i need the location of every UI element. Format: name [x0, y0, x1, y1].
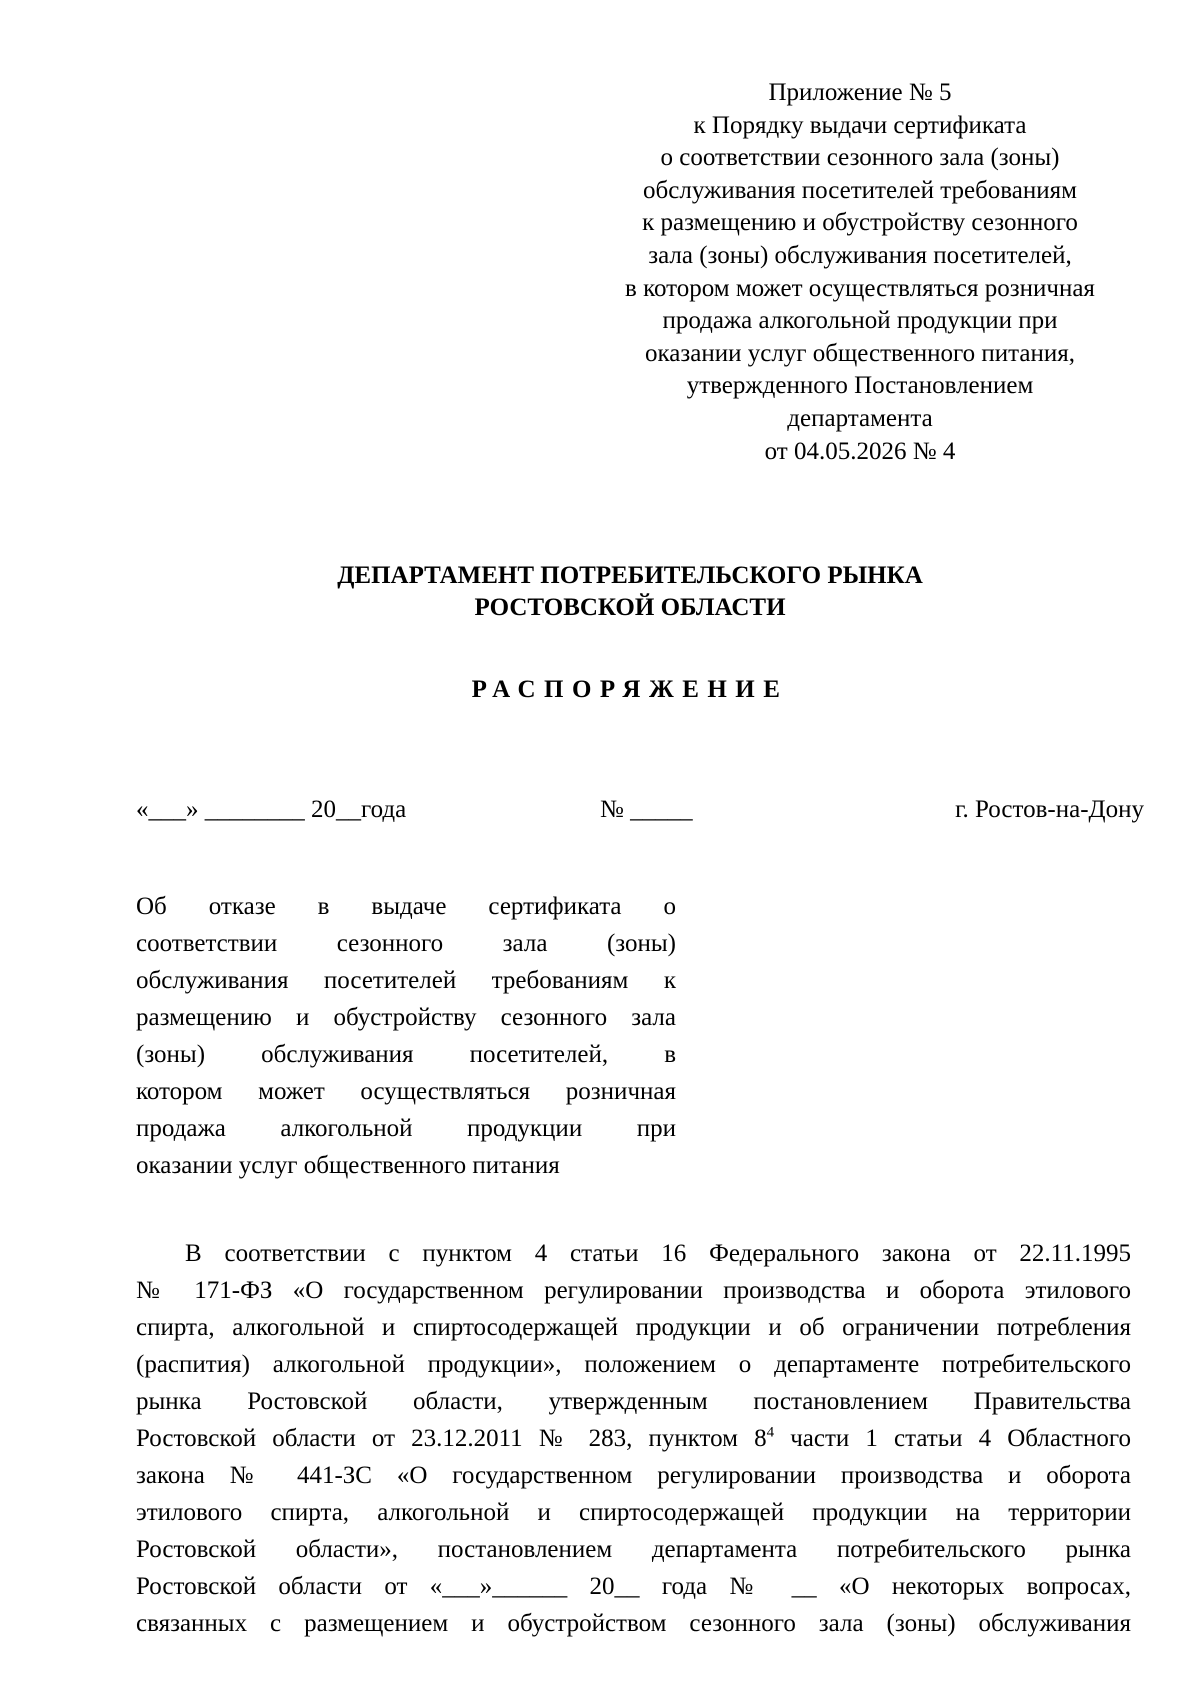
- body-line-part: части 1 статьи 4 Областного: [774, 1425, 1131, 1452]
- body-line: рынка Ростовской области, утвержденным постановлением Правительства: [136, 1388, 1131, 1415]
- appendix-line: к Порядку выдачи сертификата: [693, 111, 1027, 139]
- department-heading: [0, 560, 1200, 624]
- body-line: В соответствии с пунктом 4 статьи 16 Федерального закона от 22.11.1995: [185, 1240, 1131, 1267]
- appendix-line: в котором может осуществляться розничная: [625, 274, 1095, 302]
- date-field: «___» ________ 20__года: [136, 796, 407, 823]
- number-field: № _____: [600, 796, 693, 823]
- subject-line: размещению и обустройству сезонного зала: [136, 1004, 676, 1031]
- appendix-line: зала (зоны) обслуживания посетителей,: [648, 241, 1072, 269]
- subject-line: обслуживания посетителей требованиям к: [136, 967, 676, 994]
- body-line: спирта, алкогольной и спиртосодержащей продукции и об ограничении потребления: [136, 1314, 1131, 1341]
- appendix-line: оказании услуг общественного питания,: [645, 339, 1075, 367]
- appendix-line: продажа алкогольной продукции при: [662, 307, 1058, 335]
- body-line: (распития) алкогольной продукции», положением о департаменте потребительского: [136, 1351, 1131, 1378]
- body-line: этилового спирта, алкогольной и спиртосодержащей продукции на территории: [136, 1499, 1131, 1526]
- subject-line: соответствии сезонного зала (зоны): [136, 930, 676, 957]
- body-line: Ростовской области от «___»______ 20__ года № __ «О некоторых вопросах,: [136, 1573, 1131, 1600]
- document-type-title: РАСПОРЯЖЕНИЕ: [471, 676, 789, 703]
- appendix-line: к размещению и обустройству сезонного: [642, 209, 1078, 237]
- appendix-line: департамента: [787, 404, 933, 432]
- appendix-line: обслуживания посетителей требованиям: [643, 176, 1077, 204]
- subject-line: котором может осуществляться розничная: [136, 1078, 676, 1105]
- body-line: Ростовской области», постановлением департамента потребительского рынка: [136, 1536, 1131, 1563]
- body-line: законa № 441-ЗС «О государственном регулировании производства и оборота: [136, 1462, 1131, 1489]
- superscript: 4: [766, 1424, 775, 1441]
- subject-line: Об отказе в выдаче сертификата о: [136, 893, 676, 920]
- subject-line: продажа алкогольной продукции при: [136, 1115, 676, 1142]
- body-line: № 171-ФЗ «О государственном регулировании производства и оборота этилового: [136, 1277, 1131, 1304]
- subject-block: [136, 888, 676, 1184]
- appendix-line: утвержденного Постановлением: [686, 372, 1034, 400]
- subject-line: оказании услуг общественного питания: [136, 1152, 560, 1179]
- appendix-line: от 04.05.2026 № 4: [764, 437, 956, 465]
- body-line-with-superscript: [136, 1420, 1131, 1457]
- department-name-line2: РОСТОВСКОЙ ОБЛАСТИ: [474, 594, 786, 621]
- appendix-block: [600, 77, 1120, 468]
- body-line: связанных с размещением и обустройством сезонного зала (зоны) обслуживания: [136, 1610, 1131, 1637]
- subject-line: (зоны) обслуживания посетителей, в: [136, 1041, 676, 1068]
- body-paragraph: [136, 1235, 1131, 1642]
- appendix-line: Приложение № 5: [768, 79, 952, 106]
- appendix-line: о соответствии сезонного зала (зоны): [660, 144, 1060, 172]
- city-label: г. Ростов-на-Дону: [955, 796, 1144, 823]
- department-name-line1: ДЕПАРТАМЕНТ ПОТРЕБИТЕЛЬСКОГО РЫНКА: [337, 562, 923, 589]
- body-line-part: Ростовской области от 23.12.2011 № 283, пунктом 8: [136, 1425, 767, 1452]
